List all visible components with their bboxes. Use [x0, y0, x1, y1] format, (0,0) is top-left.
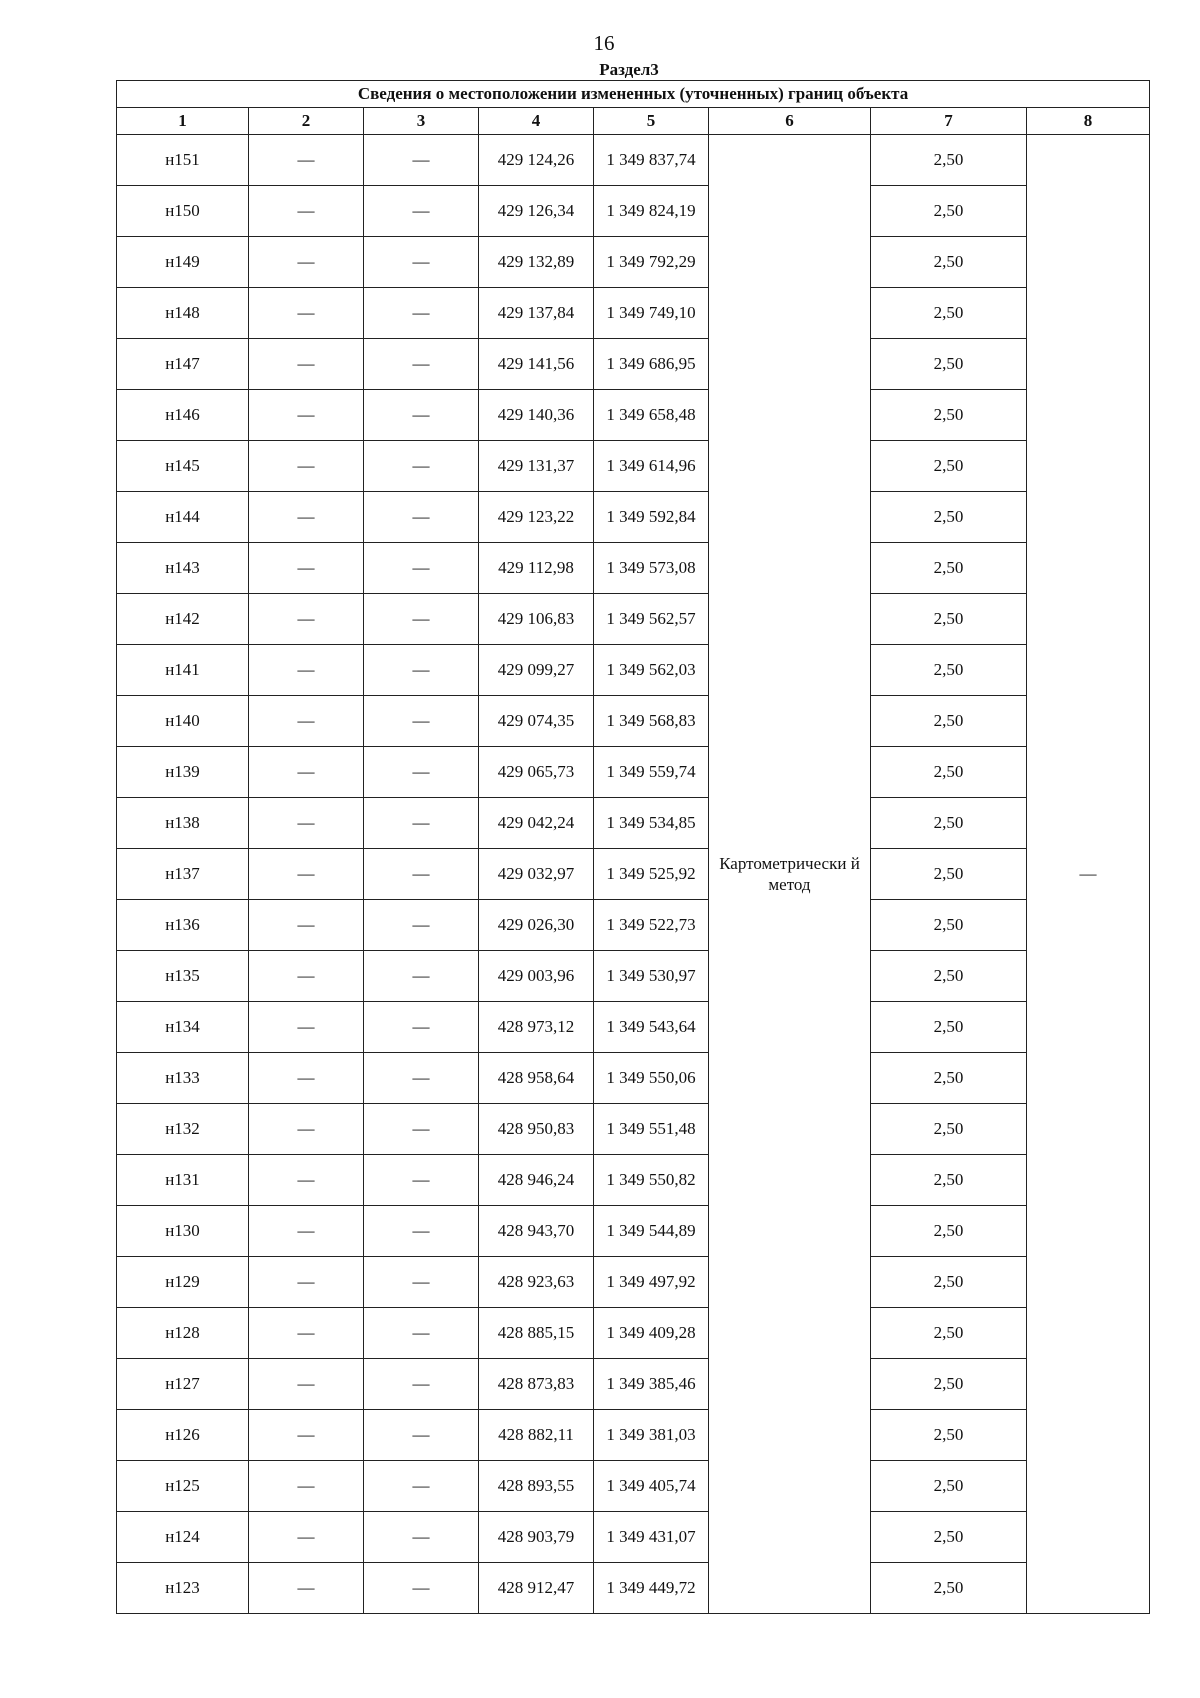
coordinate-y-cell: 1 349 686,95	[594, 339, 709, 390]
column-2-cell: —	[249, 1002, 364, 1053]
column-3-cell: —	[364, 1512, 479, 1563]
table-caption-row	[117, 81, 1150, 108]
column-3-cell: —	[364, 1563, 479, 1614]
column-3-cell: —	[364, 645, 479, 696]
precision-cell: 2,50	[871, 900, 1027, 951]
precision-cell: 2,50	[871, 645, 1027, 696]
point-number-cell: н126	[117, 1410, 249, 1461]
point-number-cell: н128	[117, 1308, 249, 1359]
column-3-cell: —	[364, 1104, 479, 1155]
column-number-3: 3	[364, 108, 479, 135]
table-row	[117, 492, 1150, 543]
coordinate-y-cell: 1 349 592,84	[594, 492, 709, 543]
point-number-cell: н141	[117, 645, 249, 696]
table-row	[117, 747, 1150, 798]
table-row	[117, 849, 1150, 900]
point-number-cell: н123	[117, 1563, 249, 1614]
point-number-cell: н135	[117, 951, 249, 1002]
column-number-2: 2	[249, 108, 364, 135]
table-row	[117, 1002, 1150, 1053]
table-row	[117, 1461, 1150, 1512]
coordinate-x-cell: 429 026,30	[479, 900, 594, 951]
coordinate-y-cell: 1 349 525,92	[594, 849, 709, 900]
section-title: Раздел3	[599, 60, 659, 79]
table-row	[117, 594, 1150, 645]
table-row	[117, 339, 1150, 390]
column-2-cell: —	[249, 339, 364, 390]
column-2-cell: —	[249, 1461, 364, 1512]
column-3-cell: —	[364, 1002, 479, 1053]
precision-cell: 2,50	[871, 747, 1027, 798]
precision-cell: 2,50	[871, 1155, 1027, 1206]
column-3-cell: —	[364, 441, 479, 492]
column-3-cell: —	[364, 1155, 479, 1206]
coordinate-x-cell: 429 042,24	[479, 798, 594, 849]
column-2-cell: —	[249, 798, 364, 849]
coordinate-y-cell: 1 349 562,03	[594, 645, 709, 696]
table-row	[117, 237, 1150, 288]
precision-cell: 2,50	[871, 543, 1027, 594]
coordinate-x-cell: 429 065,73	[479, 747, 594, 798]
precision-cell: 2,50	[871, 1308, 1027, 1359]
table-body	[117, 81, 1150, 1614]
column-2-cell: —	[249, 1053, 364, 1104]
precision-cell: 2,50	[871, 1002, 1027, 1053]
column-3-cell: —	[364, 492, 479, 543]
coordinate-y-cell: 1 349 431,07	[594, 1512, 709, 1563]
coordinate-x-cell: 429 112,98	[479, 543, 594, 594]
coordinate-y-cell: 1 349 562,57	[594, 594, 709, 645]
coordinate-x-cell: 429 003,96	[479, 951, 594, 1002]
column-2-cell: —	[249, 186, 364, 237]
coordinate-x-cell: 428 973,12	[479, 1002, 594, 1053]
coordinate-y-cell: 1 349 658,48	[594, 390, 709, 441]
precision-cell: 2,50	[871, 951, 1027, 1002]
precision-cell: 2,50	[871, 1206, 1027, 1257]
precision-cell: 2,50	[871, 696, 1027, 747]
coordinate-x-cell: 429 074,35	[479, 696, 594, 747]
column-3-cell: —	[364, 390, 479, 441]
table-row	[117, 543, 1150, 594]
coordinate-y-cell: 1 349 614,96	[594, 441, 709, 492]
column-2-cell: —	[249, 492, 364, 543]
point-number-cell: н149	[117, 237, 249, 288]
table-row	[117, 1308, 1150, 1359]
column-number-1: 1	[117, 108, 249, 135]
column-3-cell: —	[364, 747, 479, 798]
point-number-cell: н147	[117, 339, 249, 390]
table-row	[117, 798, 1150, 849]
coordinate-x-cell: 429 132,89	[479, 237, 594, 288]
column-3-cell: —	[364, 1053, 479, 1104]
column-3-cell: —	[364, 951, 479, 1002]
coordinate-y-cell: 1 349 381,03	[594, 1410, 709, 1461]
coordinate-y-cell: 1 349 522,73	[594, 900, 709, 951]
coordinate-x-cell: 429 099,27	[479, 645, 594, 696]
column-3-cell: —	[364, 237, 479, 288]
table-row	[117, 390, 1150, 441]
column-2-cell: —	[249, 1410, 364, 1461]
column-number-5: 5	[594, 108, 709, 135]
precision-cell: 2,50	[871, 492, 1027, 543]
point-number-cell: н139	[117, 747, 249, 798]
coordinate-y-cell: 1 349 449,72	[594, 1563, 709, 1614]
precision-cell: 2,50	[871, 339, 1027, 390]
coordinate-y-cell: 1 349 824,19	[594, 186, 709, 237]
coordinate-x-cell: 429 140,36	[479, 390, 594, 441]
page-number: 16	[593, 31, 615, 55]
column-2-cell: —	[249, 645, 364, 696]
point-number-cell: н125	[117, 1461, 249, 1512]
table-row	[117, 951, 1150, 1002]
coordinate-y-cell: 1 349 530,97	[594, 951, 709, 1002]
table-row	[117, 1410, 1150, 1461]
table-row	[117, 1359, 1150, 1410]
precision-cell: 2,50	[871, 1257, 1027, 1308]
point-number-cell: н129	[117, 1257, 249, 1308]
column-3-cell: —	[364, 900, 479, 951]
coordinate-y-cell: 1 349 792,29	[594, 237, 709, 288]
remark-cell: —	[1027, 135, 1150, 1614]
coordinate-x-cell: 429 126,34	[479, 186, 594, 237]
point-number-cell: н132	[117, 1104, 249, 1155]
column-2-cell: —	[249, 747, 364, 798]
point-number-cell: н130	[117, 1206, 249, 1257]
column-number-7: 7	[871, 108, 1027, 135]
point-number-cell: н124	[117, 1512, 249, 1563]
coordinate-x-cell: 429 137,84	[479, 288, 594, 339]
column-2-cell: —	[249, 1308, 364, 1359]
column-3-cell: —	[364, 798, 479, 849]
table-row	[117, 1257, 1150, 1308]
coordinate-x-cell: 429 106,83	[479, 594, 594, 645]
coordinate-x-cell: 428 912,47	[479, 1563, 594, 1614]
coordinate-x-cell: 428 903,79	[479, 1512, 594, 1563]
column-3-cell: —	[364, 1359, 479, 1410]
table-row	[117, 900, 1150, 951]
precision-cell: 2,50	[871, 1359, 1027, 1410]
point-number-cell: н146	[117, 390, 249, 441]
table-row	[117, 645, 1150, 696]
coordinate-x-cell: 428 893,55	[479, 1461, 594, 1512]
column-3-cell: —	[364, 696, 479, 747]
coordinate-x-cell: 428 882,11	[479, 1410, 594, 1461]
coordinate-x-cell: 429 123,22	[479, 492, 594, 543]
precision-cell: 2,50	[871, 1053, 1027, 1104]
column-2-cell: —	[249, 1563, 364, 1614]
coordinate-y-cell: 1 349 573,08	[594, 543, 709, 594]
table-row	[117, 288, 1150, 339]
point-number-cell: н134	[117, 1002, 249, 1053]
point-number-cell: н140	[117, 696, 249, 747]
column-2-cell: —	[249, 1155, 364, 1206]
column-3-cell: —	[364, 339, 479, 390]
coordinate-y-cell: 1 349 559,74	[594, 747, 709, 798]
point-number-cell: н143	[117, 543, 249, 594]
table-row	[117, 1563, 1150, 1614]
coordinate-y-cell: 1 349 550,06	[594, 1053, 709, 1104]
point-number-cell: н150	[117, 186, 249, 237]
coordinate-x-cell: 428 946,24	[479, 1155, 594, 1206]
coordinate-y-cell: 1 349 497,92	[594, 1257, 709, 1308]
column-2-cell: —	[249, 594, 364, 645]
coordinate-x-cell: 428 950,83	[479, 1104, 594, 1155]
column-2-cell: —	[249, 1512, 364, 1563]
coordinate-x-cell: 429 032,97	[479, 849, 594, 900]
precision-cell: 2,50	[871, 186, 1027, 237]
table-row	[117, 186, 1150, 237]
column-2-cell: —	[249, 1104, 364, 1155]
coordinate-x-cell: 428 873,83	[479, 1359, 594, 1410]
column-2-cell: —	[249, 135, 364, 186]
table-row	[117, 441, 1150, 492]
coordinate-x-cell: 429 141,56	[479, 339, 594, 390]
column-2-cell: —	[249, 390, 364, 441]
column-2-cell: —	[249, 543, 364, 594]
column-2-cell: —	[249, 1359, 364, 1410]
point-number-cell: н131	[117, 1155, 249, 1206]
column-number-row	[117, 108, 1150, 135]
column-2-cell: —	[249, 849, 364, 900]
column-3-cell: —	[364, 1206, 479, 1257]
column-number-6: 6	[709, 108, 871, 135]
table-row	[117, 696, 1150, 747]
point-number-cell: н142	[117, 594, 249, 645]
table-row	[117, 1512, 1150, 1563]
column-3-cell: —	[364, 135, 479, 186]
point-number-cell: н136	[117, 900, 249, 951]
column-3-cell: —	[364, 1410, 479, 1461]
precision-cell: 2,50	[871, 849, 1027, 900]
column-2-cell: —	[249, 288, 364, 339]
method-cell: Картометрически й метод	[709, 135, 871, 1614]
point-number-cell: н151	[117, 135, 249, 186]
precision-cell: 2,50	[871, 798, 1027, 849]
coordinate-y-cell: 1 349 568,83	[594, 696, 709, 747]
column-3-cell: —	[364, 186, 479, 237]
coordinate-y-cell: 1 349 543,64	[594, 1002, 709, 1053]
column-3-cell: —	[364, 1461, 479, 1512]
column-2-cell: —	[249, 237, 364, 288]
column-3-cell: —	[364, 1308, 479, 1359]
coordinate-y-cell: 1 349 409,28	[594, 1308, 709, 1359]
table-row	[117, 1104, 1150, 1155]
coordinate-y-cell: 1 349 534,85	[594, 798, 709, 849]
column-2-cell: —	[249, 696, 364, 747]
column-3-cell: —	[364, 849, 479, 900]
column-3-cell: —	[364, 288, 479, 339]
point-number-cell: н148	[117, 288, 249, 339]
coordinate-y-cell: 1 349 749,10	[594, 288, 709, 339]
precision-cell: 2,50	[871, 594, 1027, 645]
coordinate-x-cell: 428 923,63	[479, 1257, 594, 1308]
precision-cell: 2,50	[871, 1563, 1027, 1614]
precision-cell: 2,50	[871, 441, 1027, 492]
point-number-cell: н138	[117, 798, 249, 849]
precision-cell: 2,50	[871, 1410, 1027, 1461]
coordinate-x-cell: 428 943,70	[479, 1206, 594, 1257]
column-number-8: 8	[1027, 108, 1150, 135]
precision-cell: 2,50	[871, 288, 1027, 339]
coordinate-x-cell: 429 131,37	[479, 441, 594, 492]
column-2-cell: —	[249, 951, 364, 1002]
column-2-cell: —	[249, 1257, 364, 1308]
precision-cell: 2,50	[871, 1461, 1027, 1512]
coordinate-y-cell: 1 349 544,89	[594, 1206, 709, 1257]
column-2-cell: —	[249, 1206, 364, 1257]
point-number-cell: н145	[117, 441, 249, 492]
coordinate-y-cell: 1 349 405,74	[594, 1461, 709, 1512]
column-3-cell: —	[364, 1257, 479, 1308]
coordinate-x-cell: 428 885,15	[479, 1308, 594, 1359]
point-number-cell: н127	[117, 1359, 249, 1410]
coordinate-x-cell: 428 958,64	[479, 1053, 594, 1104]
point-number-cell: н137	[117, 849, 249, 900]
column-3-cell: —	[364, 594, 479, 645]
column-2-cell: —	[249, 441, 364, 492]
table-caption: Сведения о местоположении измененных (уточненных) границ объекта	[117, 81, 1150, 108]
precision-cell: 2,50	[871, 390, 1027, 441]
table-row	[117, 135, 1150, 186]
column-number-4: 4	[479, 108, 594, 135]
boundary-coordinates-table	[116, 80, 1150, 1614]
table-row	[117, 1206, 1150, 1257]
coordinate-x-cell: 429 124,26	[479, 135, 594, 186]
column-2-cell: —	[249, 900, 364, 951]
point-number-cell: н144	[117, 492, 249, 543]
column-3-cell: —	[364, 543, 479, 594]
precision-cell: 2,50	[871, 1512, 1027, 1563]
precision-cell: 2,50	[871, 237, 1027, 288]
point-number-cell: н133	[117, 1053, 249, 1104]
coordinate-y-cell: 1 349 385,46	[594, 1359, 709, 1410]
coordinate-y-cell: 1 349 837,74	[594, 135, 709, 186]
table-row	[117, 1053, 1150, 1104]
precision-cell: 2,50	[871, 135, 1027, 186]
precision-cell: 2,50	[871, 1104, 1027, 1155]
coordinate-y-cell: 1 349 550,82	[594, 1155, 709, 1206]
table-row	[117, 1155, 1150, 1206]
coordinate-y-cell: 1 349 551,48	[594, 1104, 709, 1155]
